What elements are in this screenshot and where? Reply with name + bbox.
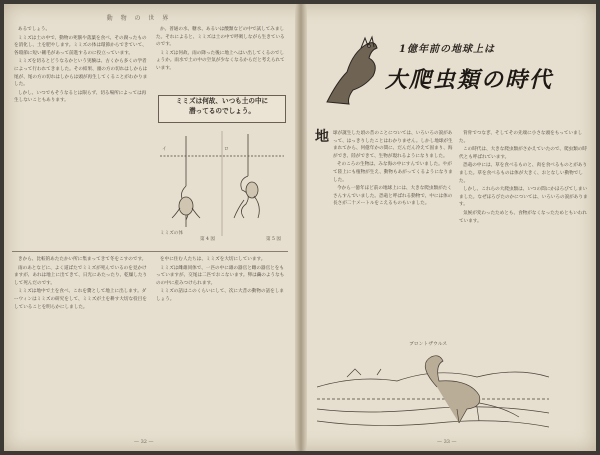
paragraph: 恐竜の中には、草を食べるものと、肉を食べるものとがありました。草を食べるものは体が大きく、おとなしい動物でした。 — [459, 163, 588, 184]
fig-label-a: イ — [162, 147, 167, 152]
book-gutter — [295, 4, 307, 451]
left-col1-bottom — [14, 256, 148, 434]
right-col2 — [459, 130, 589, 336]
paragraph: ミミズは何故、雨の降った後に地上へはい出してくるのでしょうか。雨水で土の中の空気が少なくなるからだと考えられています。 — [156, 50, 285, 71]
paragraph: 気候が変わったためとも、食物がなくなったためともいわれています。 — [459, 210, 587, 224]
left-page — [4, 4, 295, 451]
brontosaurus-illustration-icon — [317, 347, 549, 435]
paragraph: 背骨でつなぎ、そしてその先端に小さな頭をもっていました。 — [459, 131, 583, 144]
paragraph: この時代は、大きな爬虫類がさかえていたので、爬虫類の時代とも呼ばれています。 — [459, 147, 587, 160]
paragraph: きから、比較的あたたかい所に集まってきて冬をこすのです。 — [18, 257, 147, 262]
chapter-title-block — [313, 26, 593, 116]
worm-drawing-icon — [156, 126, 288, 244]
paragraph: しかし、いつでもそうなるとは限らず、切る場所によっては再生しないこともあります。 — [14, 90, 147, 104]
paragraph: ミミズは地中で土を食べ、これを糞として地上に出します。ダーウィンはミミズの研究をして、ミミズが土を耕す大切な役目をしていることを明らかにしました。 — [14, 289, 147, 310]
page-number-left: — 32 — — [134, 439, 154, 445]
illustration-caption: ブロントザウルス — [409, 342, 448, 347]
left-col2-bottom — [156, 256, 288, 434]
paragraph: か。普通の水、糖水、あるいは酸類などの中で試してみました。それによると、ミミズは土の中で呼吸しながら生きているのです。 — [156, 27, 285, 48]
left-col1-top — [14, 26, 150, 248]
paragraph: 雨のあとなどに、よく道ばたでミミズが死んでいるのを見かけますが、あれは地上に出てきて、日光にあたったり、乾燥したりして死んだのです。 — [14, 265, 148, 286]
paragraph: 今から一億年ほど前の地球上には、大きな爬虫類がたくさんすんでいました。恐竜と呼ばれる動物で、中には体の長さが二十メートルをこえるものもいました。 — [333, 186, 453, 207]
fig-caption-left: ミミズの体 — [160, 231, 183, 236]
section-divider — [12, 251, 288, 252]
running-head: 動 物 の 世 界 — [106, 15, 172, 22]
boxed-question-text: ミミズは何故、いつも土の中に 潜ってるのでしょう。 — [175, 97, 269, 115]
title-line-1: 1億年前の地球上は — [399, 44, 495, 55]
boxed-question — [158, 95, 286, 123]
worm-figure — [156, 126, 288, 244]
paragraph: あるでしょう。 — [18, 27, 51, 32]
fig-label-b: ロ — [224, 147, 229, 152]
paragraph: しかし、これらの大爬虫類は、いつの間にかほろびてしまいました。なぜほろびたのかについては、いろいろの説があります。 — [459, 187, 588, 208]
book-spread — [4, 4, 596, 451]
right-col1 — [333, 130, 453, 336]
paragraph: ミミズは雌雄同体で、一匹の中に雄の器官と雌の器官とをもっていますが、交尾は二匹でおこないます。卵は繭のようなものの中に産みつけられます。 — [156, 265, 285, 286]
fig-caption-mid: 第 4 図 — [200, 237, 216, 242]
left-col2-top — [156, 26, 288, 92]
paragraph: を中に住む人たちは、ミミズを大切にしています。 — [160, 257, 266, 262]
paragraph: ミミズを切るとどうなるかという実験は、古くから多くの学者によって行われてきました。その結果、頭の方の切れはしからは尾が、尾の方の切れはしからは頭が再生してくることがわかりました。 — [14, 59, 148, 88]
paragraph: 球が誕生した頃の昔のことについては、いろいろの説があって、はっきりしたことはわかりません。しかし地球が生まれてから、何億年かの間に、だんだん冷えて固まり、海ができ、陸ができて、生物が現れるようになりました。 — [333, 131, 453, 159]
fig-caption-right: 第 5 図 — [266, 237, 282, 242]
paragraph: そのころの生物は、みな海の中にすんでいました。やがて陸上にも植物が生え、動物もあがってくるようになりました。 — [333, 162, 453, 183]
page-number-right: — 33 — — [437, 439, 457, 445]
right-page — [307, 4, 596, 451]
chapter-title: 大爬虫類の時代 — [385, 67, 554, 93]
drop-cap: 地 — [315, 129, 329, 145]
paragraph: ミミズの話はこのくらいにして、次に大昔の動物の話をしましょう。 — [156, 289, 284, 302]
paragraph: ミミズは土の中で、動物の死骸や落葉を食べ、その腐ったものを消化し、土を肥やします。ミミズの体は環節からできていて、各環節に短い剛毛があって前進するのに役立っています。 — [14, 35, 147, 56]
dinosaur-ornament-icon — [317, 32, 387, 112]
